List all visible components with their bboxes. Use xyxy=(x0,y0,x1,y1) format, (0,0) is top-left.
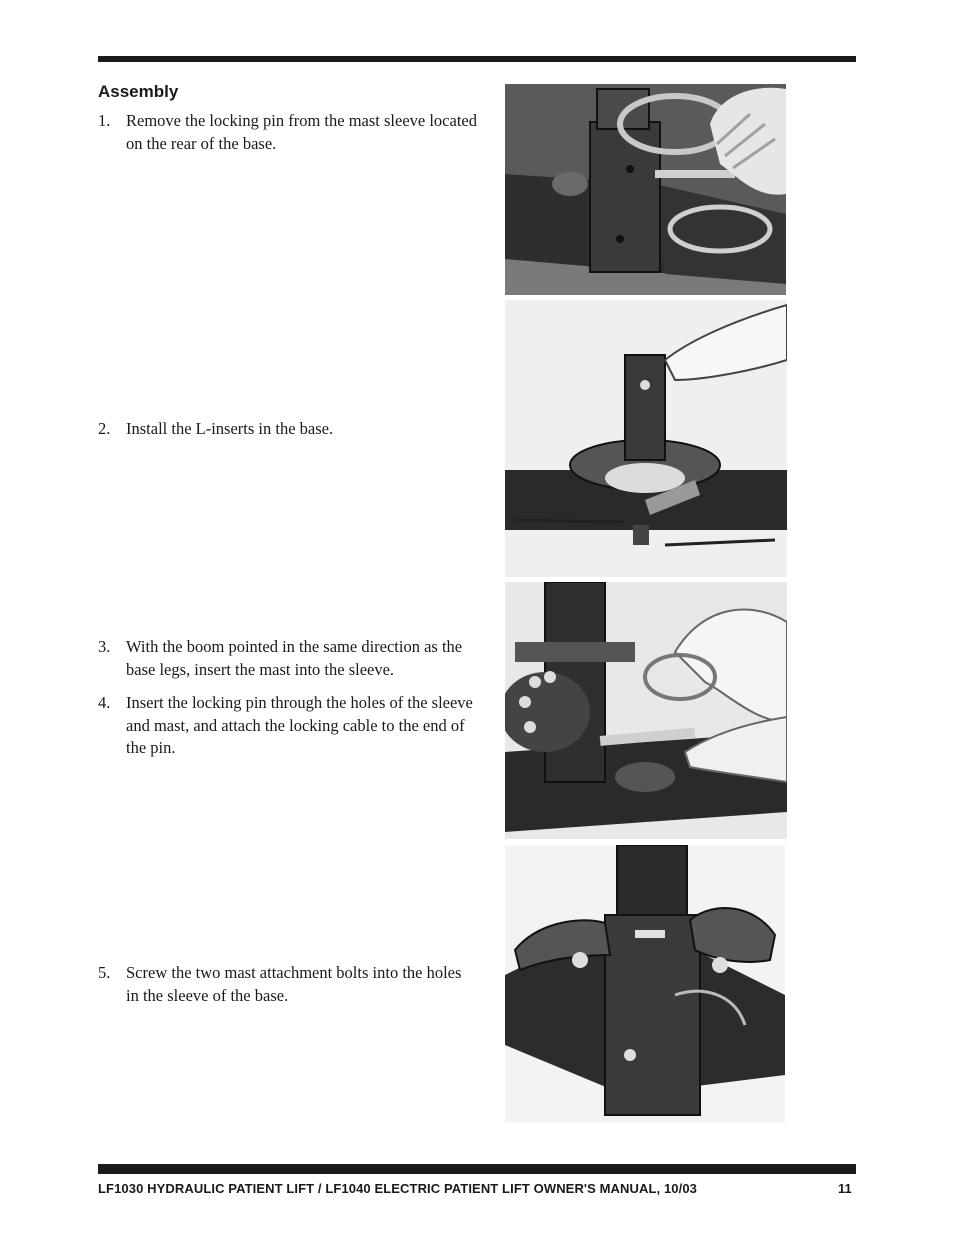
header-rule xyxy=(98,56,856,62)
step-text: Remove the locking pin from the mast sleeve located on the rear of the base. xyxy=(126,111,477,153)
photo-mast-bolts xyxy=(505,845,785,1123)
step-5 xyxy=(98,962,478,1007)
photo-l-inserts xyxy=(505,300,787,577)
page-number: 11 xyxy=(838,1181,852,1196)
section-heading: Assembly xyxy=(98,82,179,101)
step-3 xyxy=(98,636,478,681)
step-number: 1. xyxy=(98,111,111,130)
footer-rule xyxy=(98,1164,856,1174)
step-1 xyxy=(98,110,478,155)
step-text: Install the L-inserts in the base. xyxy=(126,419,334,438)
step-2 xyxy=(98,418,478,441)
step-text: With the boom pointed in the same direction as the base legs, insert the mast into the sleeve. xyxy=(126,637,463,679)
step-text: Screw the two mast attachment bolts into the holes in the sleeve of the base. xyxy=(126,963,462,1005)
photo-mast-insert xyxy=(505,582,787,839)
step-number: 3. xyxy=(98,637,111,656)
photo-locking-pin xyxy=(505,84,786,295)
footer-title: LF1030 HYDRAULIC PATIENT LIFT / LF1040 ELECTRIC PATIENT LIFT OWNER'S MANUAL, 10/03 xyxy=(98,1181,697,1196)
step-number: 2. xyxy=(98,419,111,438)
step-number: 4. xyxy=(98,693,111,712)
step-4 xyxy=(98,692,478,760)
step-text: Insert the locking pin through the holes of the sleeve and mast, and attach the locking cable to the end of the pin. xyxy=(126,693,473,757)
step-number: 5. xyxy=(98,963,111,982)
